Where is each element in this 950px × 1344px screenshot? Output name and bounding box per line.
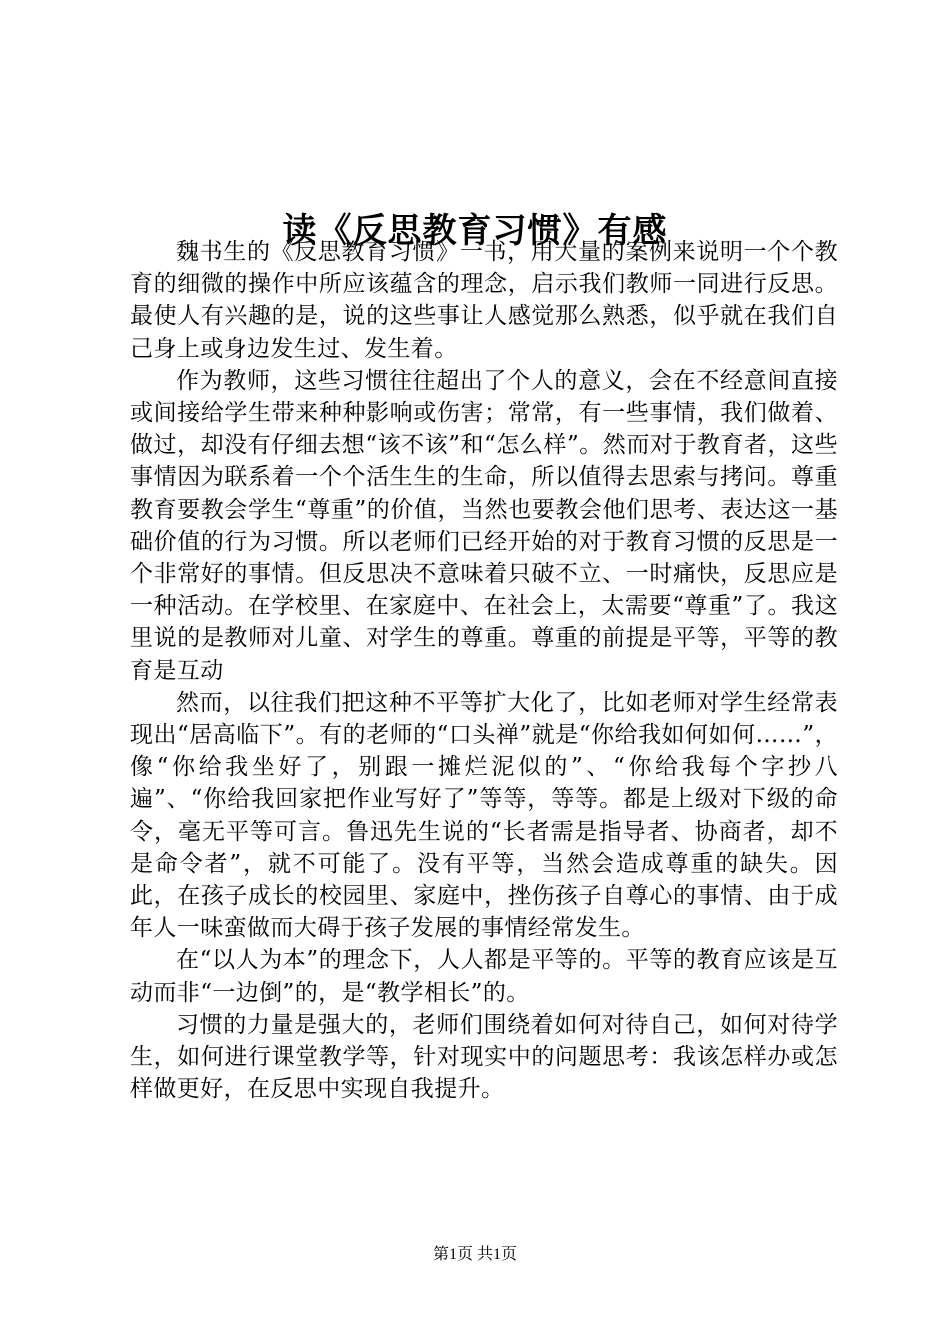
paragraph-5: 习惯的力量是强大的，老师们围绕着如何对待自己，如何对待学生，如何进行课堂教学等，针对现实中的问题思考：我该怎样办或怎样做更好，在反思中实现自我提升。	[130, 1011, 838, 1103]
paragraph-4: 在“以人为本”的理念下，人人都是平等的。平等的教育应该是互动而非“一边倒”的，是“教学相长”的。	[130, 947, 838, 1006]
document-body	[130, 236, 838, 1105]
paragraph-3: 然而，以往我们把这种不平等扩大化了，比如老师对学生经常表现出“居高临下”。有的老师的“口头禅”就是“你给我如何如何……”，像“你给我坐好了，别跟一摊烂泥似的”、“你给我每个字抄八遍”、“你给我回家把作业写好了”等等，等等。都是上级对下级的命令，毫无平等可言。鲁迅先生说的“长者需是指导者、协商者，却不是命令者”，就不可能了。没有平等，当然会造成尊重的缺失。因此，在孩子成长的校园里、家庭中，挫伤孩子自尊心的事情、由于成年人一味蛮做而大碍于孩子发展的事情经常发生。	[130, 689, 838, 942]
paragraph-2: 作为教师，这些习惯往往超出了个人的意义，会在不经意间直接或间接给学生带来种种影响或伤害；常常，有一些事情，我们做着、做过，却没有仔细去想“该不该”和“怎么样”。然而对于教育者，这些事情因为联系着一个个活生生的生命，所以值得去思索与拷问。尊重教育要教会学生“尊重”的价值，当然也要教会他们思考、表达这一基础价值的行为习惯。所以老师们已经开始的对于教育习惯的反思是一个非常好的事情。但反思决不意味着只破不立、一时痛快，反思应是一种活动。在学校里、在家庭中、在社会上，太需要“尊重”了。我这里说的是教师对儿童、对学生的尊重。尊重的前提是平等，平等的教育是互动	[130, 367, 838, 684]
document-title: 读《反思教育习惯》有感	[282, 210, 668, 251]
page-number-footer: 第1页 共1页	[432, 1246, 517, 1263]
paragraph-1: 魏书生的《反思教育习惯》一书，用大量的案例来说明一个个教育的细微的操作中所应该蕴含的理念，启示我们教师一同进行反思。最使人有兴趣的是，说的这些事让人感觉那么熟悉，似乎就在我们自己身上或身边发生过、发生着。	[130, 239, 838, 362]
